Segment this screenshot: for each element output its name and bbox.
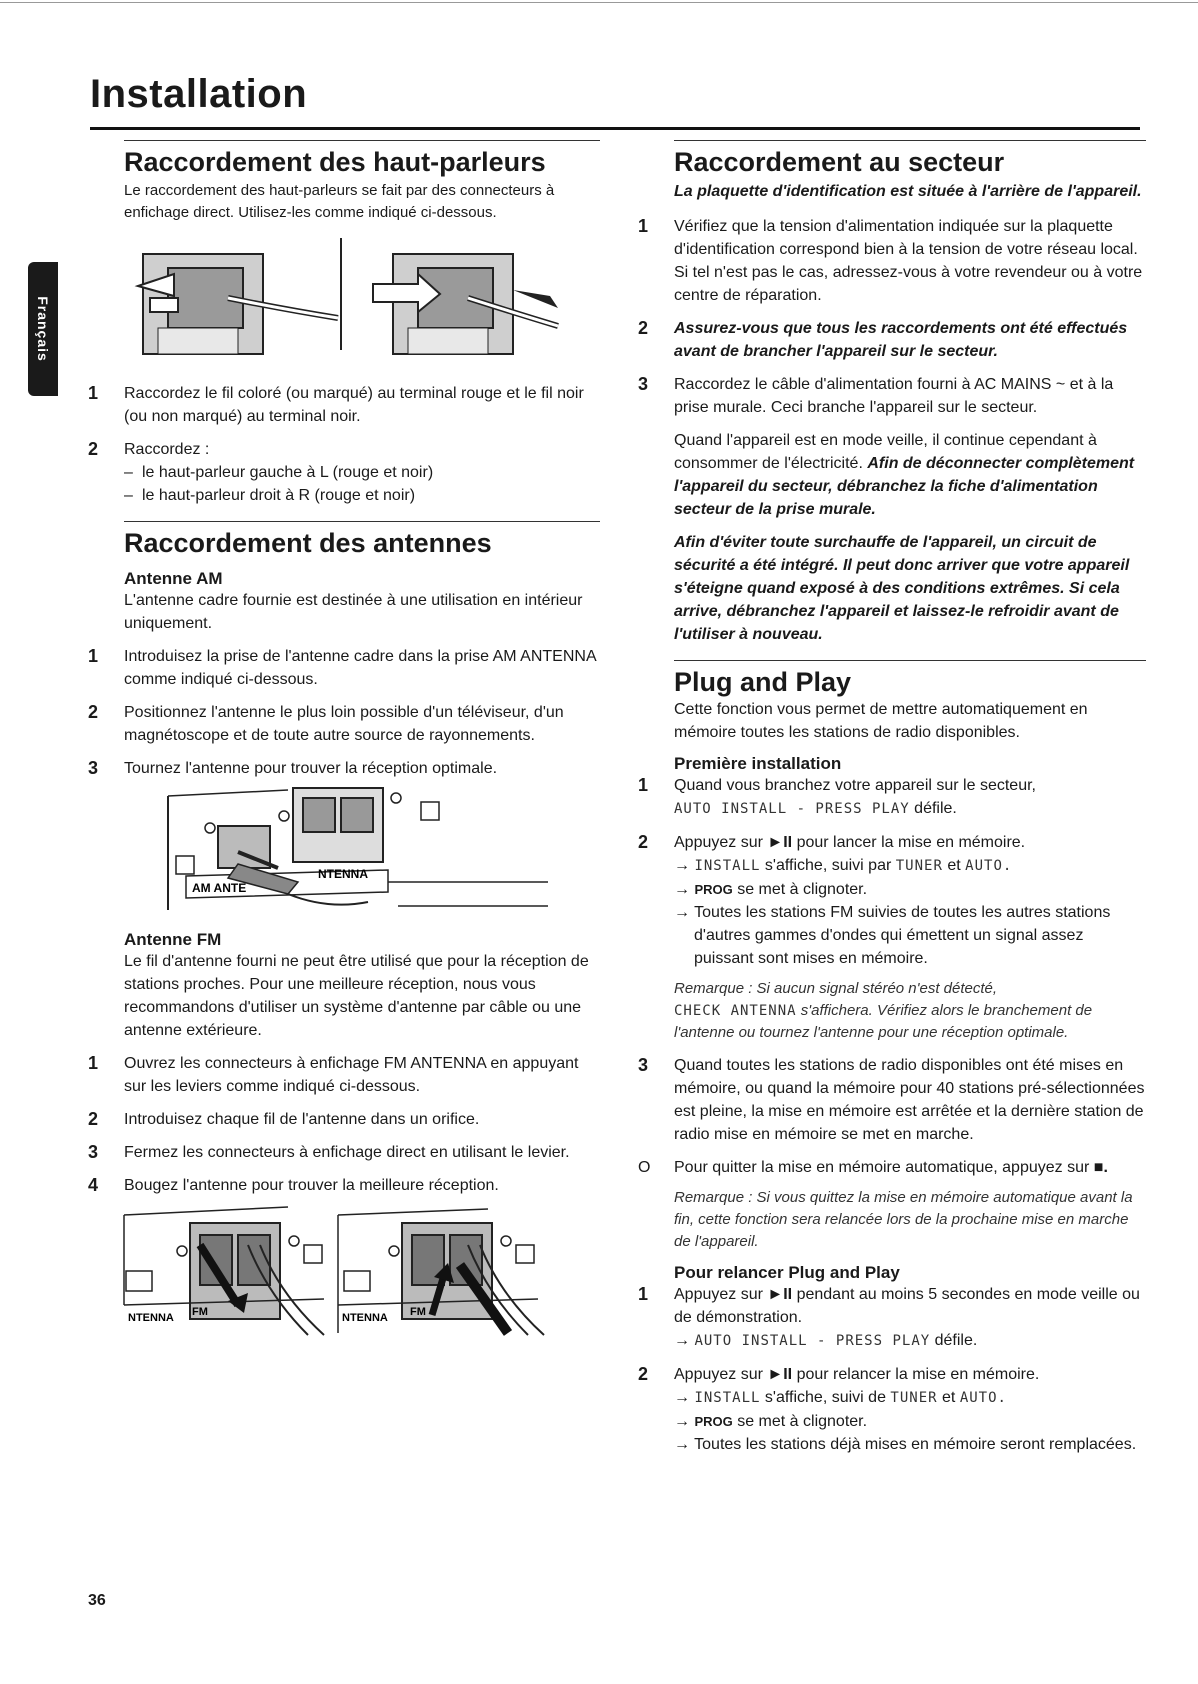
arrow-icon: → bbox=[674, 881, 690, 899]
fm-antenna-illustration bbox=[88, 1205, 600, 1345]
step-text: Introduisez chaque fil de l'antenne dans un orifice. bbox=[124, 1111, 480, 1129]
am-heading: Antenne AM bbox=[124, 569, 223, 589]
plugplay-section bbox=[638, 660, 1146, 774]
result-line bbox=[674, 854, 1146, 878]
lcd-text: AUTO. bbox=[959, 1390, 1007, 1407]
left-column bbox=[88, 140, 600, 1345]
step-text: Raccordez : bbox=[124, 441, 210, 459]
result-text: s'affiche, suivi par bbox=[764, 857, 892, 875]
lcd-text: AUTO INSTALL - PRESS PLAY bbox=[694, 1333, 931, 1350]
lcd-text: INSTALL bbox=[694, 858, 761, 875]
antennas-heading: Raccordement des antennes bbox=[124, 521, 600, 559]
step-text: pendant au moins 5 secondes en mode veille ou de démonstration. bbox=[674, 1286, 1140, 1327]
speakers-intro: Le raccordement des haut-parleurs se fait par des connecteurs à enfichage direct. Utilisez-les comme indiqué ci-dessous. bbox=[124, 182, 555, 222]
step-text: Tournez l'antenne pour trouver la réception optimale. bbox=[124, 760, 498, 778]
mains-section bbox=[638, 140, 1146, 203]
step-text: Positionnez l'antenne le plus loin possible d'un téléviseur, d'un magnétoscope et de toute autre source de rayonnements. bbox=[124, 704, 564, 745]
step-text: Introduisez la prise de l'antenne cadre dans la prise AM ANTENNA comme indiqué ci-dessous. bbox=[124, 648, 596, 689]
step-number: 1 bbox=[638, 216, 649, 237]
step-number: 3 bbox=[638, 1055, 649, 1076]
standby-bold: Afin de déconnecter complètement l'appareil du secteur, débranchez la fiche d'alimentation secteur de la prise murale. bbox=[674, 455, 1135, 519]
arrow-icon: → bbox=[674, 904, 690, 922]
step-text: Raccordez le câble d'alimentation fourni à AC MAINS ~ et à la prise murale. Ceci branche l'appareil sur le secteur. bbox=[674, 376, 1114, 417]
step-number: 1 bbox=[88, 646, 99, 667]
sublist-item: – le haut-parleur droit à R (rouge et noir) bbox=[124, 484, 600, 507]
step-text: Raccordez le fil coloré (ou marqué) au terminal rouge et le fil noir (ou non marqué) au terminal noir. bbox=[124, 385, 584, 426]
lcd-text: INSTALL bbox=[694, 1390, 761, 1407]
plugplay-heading: Plug and Play bbox=[674, 660, 1146, 698]
fm-label: FM bbox=[192, 1306, 208, 1319]
speakers-section bbox=[88, 140, 600, 224]
result-line bbox=[674, 1386, 1146, 1410]
arrow-icon: → bbox=[674, 1436, 690, 1454]
result-line bbox=[674, 878, 1146, 901]
result-text: se met à clignoter. bbox=[737, 881, 868, 899]
step-number: 2 bbox=[638, 1364, 649, 1385]
arrow-in-icon bbox=[513, 290, 558, 308]
fm-step-4 bbox=[88, 1174, 600, 1197]
fm-step-1 bbox=[88, 1052, 600, 1098]
step-number: 3 bbox=[88, 1142, 99, 1163]
fm-insert-connector bbox=[338, 1209, 544, 1335]
step-text: Vérifiez que la tension d'alimentation indiquée sur la plaquette d'identification correspond bien à la tension de votre réseau local. Si tel n'est pas le cas, adressez-vous à votre revendeur ou à votre centre de réparation. bbox=[674, 218, 1143, 305]
am-step-2 bbox=[88, 701, 600, 747]
fm-section bbox=[88, 930, 600, 1042]
mains-step-3 bbox=[638, 373, 1146, 419]
step-text: Appuyez sur bbox=[674, 834, 763, 852]
restart-step-1 bbox=[638, 1283, 1146, 1353]
arrow-icon: → bbox=[674, 1332, 690, 1350]
step-number: 1 bbox=[88, 383, 99, 404]
antenna-label: NTENNA bbox=[318, 867, 368, 882]
speakers-step-2 bbox=[88, 438, 600, 507]
am-intro: L'antenne cadre fournie est destinée à une utilisation en intérieur uniquement. bbox=[124, 592, 583, 633]
am-antenna-label: AM ANTE bbox=[192, 881, 247, 896]
language-tab bbox=[28, 262, 58, 396]
step-text: Appuyez sur bbox=[674, 1366, 763, 1384]
fm-antenna-label: NTENNA bbox=[342, 1312, 388, 1325]
am-step-3 bbox=[88, 757, 600, 780]
overheat-paragraph: Afin d'éviter toute surchauffe de l'appareil, un circuit de sécurité a été intégré. Il peut donc arriver que votre appareil s'éteigne quand exposé à des conditions extrêmes. Si cela arrive, débranchez l'appareil et laissez-le refroidir avant de l'utiliser à nouveau. bbox=[674, 534, 1130, 644]
restart-step-2 bbox=[638, 1363, 1146, 1456]
pp-step-1 bbox=[638, 774, 1146, 821]
step-number: 1 bbox=[88, 1053, 99, 1074]
arrow-icon: → bbox=[674, 857, 690, 875]
step-number: 2 bbox=[88, 702, 99, 723]
step-tail: défile. bbox=[914, 800, 957, 818]
lcd-text: TUNER bbox=[895, 858, 943, 875]
result-text: se met à clignoter. bbox=[737, 1413, 868, 1431]
antennas-section bbox=[88, 521, 600, 635]
fm-step-2 bbox=[88, 1108, 600, 1131]
standby-plain: Quand l'appareil est en mode veille, il continue cependant à consommer de l'électricité. bbox=[674, 432, 1097, 473]
play-pause-key: ►II bbox=[767, 1366, 793, 1384]
right-speaker-terminal bbox=[373, 254, 558, 354]
result-line bbox=[674, 1433, 1146, 1456]
step-number: 1 bbox=[638, 1284, 649, 1305]
step-text: Appuyez sur bbox=[674, 1286, 763, 1304]
language-tab-label: Français bbox=[35, 296, 51, 362]
mains-intro: La plaquette d'identification est située à l'arrière de l'appareil. bbox=[674, 183, 1142, 201]
play-pause-key: ►II bbox=[767, 834, 793, 852]
prog-key: PROG bbox=[694, 882, 733, 898]
mains-step-1 bbox=[638, 215, 1146, 307]
arrow-icon: → bbox=[674, 1389, 690, 1407]
step-text: pour relancer la mise en mémoire. bbox=[796, 1366, 1040, 1384]
step-number: 2 bbox=[88, 439, 99, 460]
step-number: 1 bbox=[638, 775, 649, 796]
am-antenna-illustration bbox=[88, 786, 600, 914]
fm-step-3 bbox=[88, 1141, 600, 1164]
left-speaker-terminal bbox=[138, 254, 338, 354]
stop-key: ■. bbox=[1093, 1159, 1108, 1177]
title-rule bbox=[90, 127, 1140, 130]
top-rule bbox=[0, 2, 1198, 3]
page-title: Installation bbox=[90, 72, 308, 116]
step-text: Ouvrez les connecteurs à enfichage FM ANTENNA en appuyant sur les leviers comme indiqué ci-dessous. bbox=[124, 1055, 579, 1096]
step-text: Assurez-vous que tous les raccordements ont été effectués avant de brancher l'appareil sur le secteur. bbox=[674, 320, 1128, 361]
bullet-circle-icon: O bbox=[638, 1159, 651, 1177]
stop-instruction bbox=[638, 1156, 1146, 1179]
fm-antenna-label: NTENNA bbox=[128, 1312, 174, 1325]
step-text: Pour quitter la mise en mémoire automatique, appuyez sur bbox=[674, 1159, 1090, 1177]
result-line bbox=[674, 1329, 1146, 1353]
lcd-text: AUTO INSTALL - PRESS PLAY bbox=[674, 801, 910, 818]
fm-label: FM bbox=[410, 1306, 426, 1319]
step-text: pour lancer la mise en mémoire. bbox=[796, 834, 1026, 852]
am-step-1 bbox=[88, 645, 600, 691]
step-number: 4 bbox=[88, 1175, 99, 1196]
note-2: Remarque : Si vous quittez la mise en mémoire automatique avant la fin, cette fonction sera relancée lors de la prochaine mise en marche de l'appareil. bbox=[674, 1189, 1133, 1251]
step-number: 2 bbox=[638, 832, 649, 853]
fm-open-connector bbox=[124, 1207, 324, 1335]
plugplay-intro: Cette fonction vous permet de mettre automatiquement en mémoire toutes les stations de radio disponibles. bbox=[674, 701, 1088, 742]
step-number: 2 bbox=[638, 318, 649, 339]
right-column bbox=[638, 140, 1146, 1456]
step-number: 3 bbox=[88, 758, 99, 779]
sublist-item: – le haut-parleur gauche à L (rouge et noir) bbox=[124, 461, 600, 484]
play-pause-key: ►II bbox=[767, 1286, 793, 1304]
step-text: Fermez les connecteurs à enfichage direct en utilisant le levier. bbox=[124, 1144, 570, 1162]
lcd-text: TUNER bbox=[890, 1390, 938, 1407]
result-text: s'affiche, suivi de bbox=[764, 1389, 886, 1407]
step-number: 3 bbox=[638, 374, 649, 395]
prog-key: PROG bbox=[694, 1414, 733, 1430]
mains-step-2 bbox=[638, 317, 1146, 363]
step-text: Quand vous branchez votre appareil sur le secteur, bbox=[674, 777, 1036, 795]
result-text: et bbox=[947, 857, 961, 875]
result-text: défile. bbox=[934, 1332, 978, 1350]
pp-step-2 bbox=[638, 831, 1146, 970]
restart-heading: Pour relancer Plug and Play bbox=[674, 1263, 900, 1283]
standby-paragraph bbox=[638, 429, 1146, 521]
note-1 bbox=[638, 978, 1146, 1044]
result-text: et bbox=[942, 1389, 956, 1407]
page-number: 36 bbox=[88, 1592, 106, 1609]
result-line bbox=[674, 901, 1146, 970]
step-text: Bougez l'antenne pour trouver la meilleure réception. bbox=[124, 1177, 499, 1195]
result-line bbox=[674, 1410, 1146, 1433]
step-text: Quand toutes les stations de radio disponibles ont été mises en mémoire, ou quand la mémoire pour 40 stations pré-sélectionnées est pleine, la mise en mémoire est arrêtée et la dernière station de radio mise en mémoire se met en marche. bbox=[674, 1057, 1145, 1144]
speaker-connection-illustration bbox=[88, 238, 600, 378]
lcd-text: AUTO. bbox=[965, 858, 1013, 875]
pp-step-3 bbox=[638, 1054, 1146, 1146]
result-text: Toutes les stations déjà mises en mémoire seront remplacées. bbox=[694, 1436, 1137, 1454]
fm-heading: Antenne FM bbox=[124, 930, 222, 950]
note-text: s'affichera. Vérifiez alors le branchement de l'antenne ou tournez l'antenne pour une réception optimale. bbox=[674, 1002, 1093, 1042]
note-text: Remarque : Si aucun signal stéréo n'est détecté, bbox=[674, 980, 998, 998]
speakers-heading: Raccordement des haut-parleurs bbox=[124, 140, 600, 178]
result-text: Toutes les stations FM suivies de toutes les autres stations d'autres gammes d'ondes qui émettent un signal assez puissant sont mises en mémoire. bbox=[694, 904, 1111, 968]
speakers-step-1 bbox=[88, 382, 600, 428]
fm-intro: Le fil d'antenne fourni ne peut être utilisé que pour la réception de stations proches. Pour une meilleure réception, nous vous recommandons d'utiliser un système d'antenne par câble ou une antenne extérieure. bbox=[124, 953, 589, 1040]
mains-heading: Raccordement au secteur bbox=[674, 140, 1146, 178]
first-install-heading: Première installation bbox=[674, 754, 842, 774]
step-number: 2 bbox=[88, 1109, 99, 1130]
lcd-text: CHECK ANTENNA bbox=[674, 1003, 797, 1020]
arrow-icon: → bbox=[674, 1413, 690, 1431]
